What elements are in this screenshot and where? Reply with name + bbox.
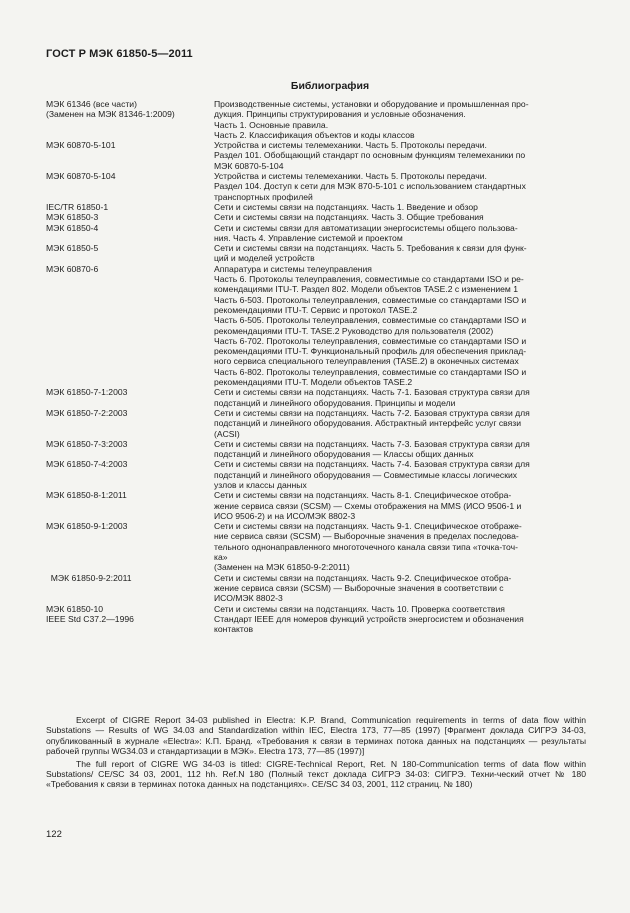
reference-id-line: МЭК 61850-7-2:2003 <box>46 407 128 418</box>
description-line: Сети и системы связи для автоматизации энергосистемы общего пользова- <box>214 222 518 233</box>
reference-description <box>214 264 586 388</box>
reference-id <box>46 604 214 614</box>
bibliography-entry <box>46 604 586 614</box>
description-line: Сети и системы связи на подстанциях. Часть 7-2. Базовая структура связи для <box>214 407 530 418</box>
bibliography-entry <box>46 264 586 388</box>
description-line: Сети и системы связи на подстанциях. Часть 1. Введение и обзор <box>214 201 478 212</box>
reference-id <box>46 264 214 388</box>
reference-id <box>46 439 214 460</box>
bibliography-entry <box>46 408 586 439</box>
description-line: тельного однонаправленного многоточечного канала связи типа «точка-точ- <box>214 541 518 552</box>
reference-id <box>46 171 214 202</box>
reference-id-line: МЭК 61850-8-1:2011 <box>46 490 127 501</box>
description-line: Часть 6-505. Протоколы телеуправления, совместимые со стандартами ISO и <box>214 315 527 326</box>
reference-id-line: МЭК 61850-9-2:2011 <box>46 572 132 583</box>
reference-description <box>214 408 586 439</box>
reference-id-line: (Заменен на МЭК 81346-1:2009) <box>46 109 175 120</box>
description-line: Раздел 104. Доступ к сети для МЭК 870-5-101 с использованием стандартных <box>214 181 526 192</box>
reference-id-line: МЭК 60870-5-104 <box>46 171 116 182</box>
bibliography-entry <box>46 99 586 140</box>
reference-id-line: МЭК 60870-6 <box>46 263 99 274</box>
description-line: узлов и классы данных <box>214 479 307 490</box>
reference-description <box>214 223 586 244</box>
description-line: Устройства и системы телемеханики. Часть 5. Протоколы передачи. <box>214 171 487 182</box>
description-line: подстанций и линейного оборудования — Совместимые классы логических <box>214 469 518 480</box>
description-line: подстанций и линейного оборудования — Классы общих данных <box>214 449 474 460</box>
reference-id <box>46 459 214 490</box>
reference-description <box>214 439 586 460</box>
reference-description <box>214 202 586 212</box>
description-line: Часть 6. Протоколы телеуправления, совместимые со стандартами ISO и ре- <box>214 274 524 285</box>
description-line: подстанций и линейного оборудования. Принципы и модели <box>214 397 456 408</box>
description-line: Часть 6-802. Протоколы телеуправления, совместимые со стандартами ISO и <box>214 366 527 377</box>
description-line: Сети и системы связи на подстанциях. Часть 7-1. Базовая структура связи для <box>214 387 530 398</box>
reference-id-line: МЭК 60870-5-101 <box>46 140 116 151</box>
description-line: ного сервиса специального телеуправления (TASE.2) в оконечных системах <box>214 356 519 367</box>
description-line: (ACSI) <box>214 428 240 439</box>
bibliography-entry <box>46 243 586 264</box>
note-paragraph: Excerpt of CIGRE Report 34-03 published in Electra: K.P. Brand, Communication requirements in terms of data flow within Substations — Results of WG 34.03 and Standardization within IEC, Electra 173, 77—85 (1997) [Фрагмент доклада СИГРЭ 34-03, опубликованный в журнале «Electra»: К.П. Бранд. «Требования к связи в терминах потока данных на подстанциях — результаты рабочей группы WG34.03 и стандартизации в МЭК». Electra 173, 77—85 (1997)] <box>46 715 586 757</box>
bibliography-entry <box>46 387 586 408</box>
description-line: Сети и системы связи на подстанциях. Часть 9-1. Специфическое отображе- <box>214 521 522 532</box>
description-line: ИСО/МЭК 8802-3 <box>214 593 283 604</box>
bibliography-title: Библиография <box>290 80 370 92</box>
description-line: комендациями ITU-T. Раздел 802. Модели объектов TASE.2 с изменением 1 <box>214 284 518 295</box>
bibliography-entry <box>46 490 586 521</box>
description-line: Сети и системы связи на подстанциях. Часть 5. Требования к связи для функ- <box>214 243 527 254</box>
reference-id <box>46 99 214 140</box>
notes <box>46 715 586 792</box>
description-line: Стандарт IEEE для номеров функций устройств энергосистем и обозначения <box>214 613 524 624</box>
reference-id-line: МЭК 61346 (все части) <box>46 99 137 109</box>
reference-id-line: IEEE Std C37.2—1996 <box>46 613 134 624</box>
reference-id-line: МЭК 61850-3 <box>46 212 99 223</box>
reference-id <box>46 521 214 572</box>
description-line: (Заменен на МЭК 61850-9-2:2011) <box>214 562 350 573</box>
reference-id <box>46 223 214 244</box>
bibliography-entry <box>46 212 586 222</box>
description-line: Сети и системы связи на подстанциях. Часть 9-2. Специфическое отобра- <box>214 572 512 583</box>
description-line: Сети и системы связи на подстанциях. Часть 7-3. Базовая структура связи для <box>214 438 530 449</box>
reference-description <box>214 573 586 604</box>
bibliography-entry <box>46 459 586 490</box>
bibliography-entry <box>46 202 586 212</box>
description-line: Устройства и системы телемеханики. Часть 5. Протоколы передачи. <box>214 140 487 151</box>
description-line: рекомендациями ITU-T. Функциональный профиль для обеспечения приклад- <box>214 346 527 357</box>
reference-id <box>46 212 214 222</box>
reference-id-line: МЭК 61850-7-4:2003 <box>46 459 128 470</box>
reference-id <box>46 490 214 521</box>
description-line: Часть 1. Основные правила. <box>214 119 329 130</box>
reference-id <box>46 408 214 439</box>
reference-id <box>46 614 214 635</box>
description-line: Сети и системы связи на подстанциях. Часть 10. Проверка соответствия <box>214 603 505 614</box>
page-header: ГОСТ Р МЭК 61850-5—2011 <box>46 48 193 60</box>
description-line: жение сервиса связи (SCSM) — Выборочные значения в соответствии с <box>214 582 504 593</box>
reference-description <box>214 99 586 140</box>
bibliography-list <box>46 99 586 634</box>
description-line: ние сервиса связи (SCSM) — Выборочные значения в пределах последова- <box>214 531 519 542</box>
bibliography-entry <box>46 614 586 635</box>
description-line: рекомендациями ITU-T. TASE.2 Руководство для пользователя (2002) <box>214 325 494 336</box>
description-line: Раздел 101. Обобщающий стандарт по основным функциям телемеханики по <box>214 150 526 161</box>
description-line: рекомендациями ITU-T. Модели объектов TASE.2 <box>214 377 413 388</box>
description-line: подстанций и линейного оборудования. Абстрактный интерфейс услуг связи <box>214 418 522 429</box>
reference-id-line: МЭК 61850-9-1:2003 <box>46 521 128 532</box>
description-line: дукция. Принципы структурирования и условные обозначения. <box>214 109 466 120</box>
reference-description <box>214 604 586 614</box>
reference-id <box>46 573 214 604</box>
description-line: Сети и системы связи на подстанциях. Часть 7-4. Базовая структура связи для <box>214 459 530 470</box>
description-line: Сети и системы связи на подстанциях. Часть 3. Общие требования <box>214 212 484 223</box>
description-line: ИСО 9506-2) и на ИСО/МЭК 8802-3 <box>214 510 356 521</box>
bibliography-entry <box>46 223 586 244</box>
reference-description <box>214 243 586 264</box>
description-line: Часть 2. Классификация объектов и коды классов <box>214 129 415 140</box>
description-line: контактов <box>214 624 254 635</box>
bibliography-entry <box>46 573 586 604</box>
reference-id-line: МЭК 61850-10 <box>46 603 104 614</box>
reference-description <box>214 521 586 572</box>
description-line: Часть 6-503. Протоколы телеуправления, совместимые со стандартами ISO и <box>214 294 527 305</box>
description-line: Сети и системы связи на подстанциях. Часть 8-1. Специфическое отобра- <box>214 490 512 501</box>
reference-description <box>214 459 586 490</box>
reference-description <box>214 140 586 171</box>
bibliography-entry <box>46 171 586 202</box>
reference-id-line: IEC/TR 61850-1 <box>46 201 109 212</box>
reference-id <box>46 243 214 264</box>
description-line: ций и моделей устройств <box>214 253 315 264</box>
bibliography-entry <box>46 439 586 460</box>
bibliography-entry <box>46 521 586 572</box>
reference-description <box>214 212 586 222</box>
description-line: жение сервиса связи (SCSM) — Схемы отображения на MMS (ИСО 9506-1 и <box>214 500 522 511</box>
description-line: МЭК 60870-5-104 <box>214 160 284 171</box>
description-line: ния. Часть 4. Управление системой и проектом <box>214 232 403 243</box>
reference-description <box>214 490 586 521</box>
reference-id-line: МЭК 61850-4 <box>46 222 99 233</box>
bibliography-entry <box>46 140 586 171</box>
reference-id <box>46 202 214 212</box>
description-line: ка» <box>214 552 228 563</box>
reference-id-line: МЭК 61850-5 <box>46 243 99 254</box>
reference-id-line: МЭК 61850-7-3:2003 <box>46 438 128 449</box>
reference-id <box>46 387 214 408</box>
reference-description <box>214 614 586 635</box>
reference-id-line: МЭК 61850-7-1:2003 <box>46 387 128 398</box>
reference-description <box>214 387 586 408</box>
page-number: 122 <box>46 829 62 840</box>
description-line: Часть 6-702. Протоколы телеуправления, совместимые со стандартами ISO и <box>214 335 527 346</box>
description-line: Аппаратура и системы телеуправления <box>214 263 372 274</box>
reference-id <box>46 140 214 171</box>
description-line: транспортных профилей <box>214 191 313 202</box>
description-line: Производственные системы, установки и оборудование и промышленная про- <box>214 99 529 109</box>
note-paragraph: The full report of CIGRE WG 34-03 is titled: CIGRE-Technical Report, Ret. N 180-Communication terms of data flow within Substations/ CE/SC 34 03, 2001, 112 hh. Ref.N 180 (Полный текст доклада СИГРЭ 34-03: СИГРЭ. Техни-ческий отчет № 180 «Требования к связи в терминах потока данных на подстанциях». CE/SC 34 03, 2001, 112 страниц. № 180) <box>46 758 586 790</box>
description-line: рекомендациями ITU-T. Сервис и протокол TASE.2 <box>214 304 418 315</box>
reference-description <box>214 171 586 202</box>
